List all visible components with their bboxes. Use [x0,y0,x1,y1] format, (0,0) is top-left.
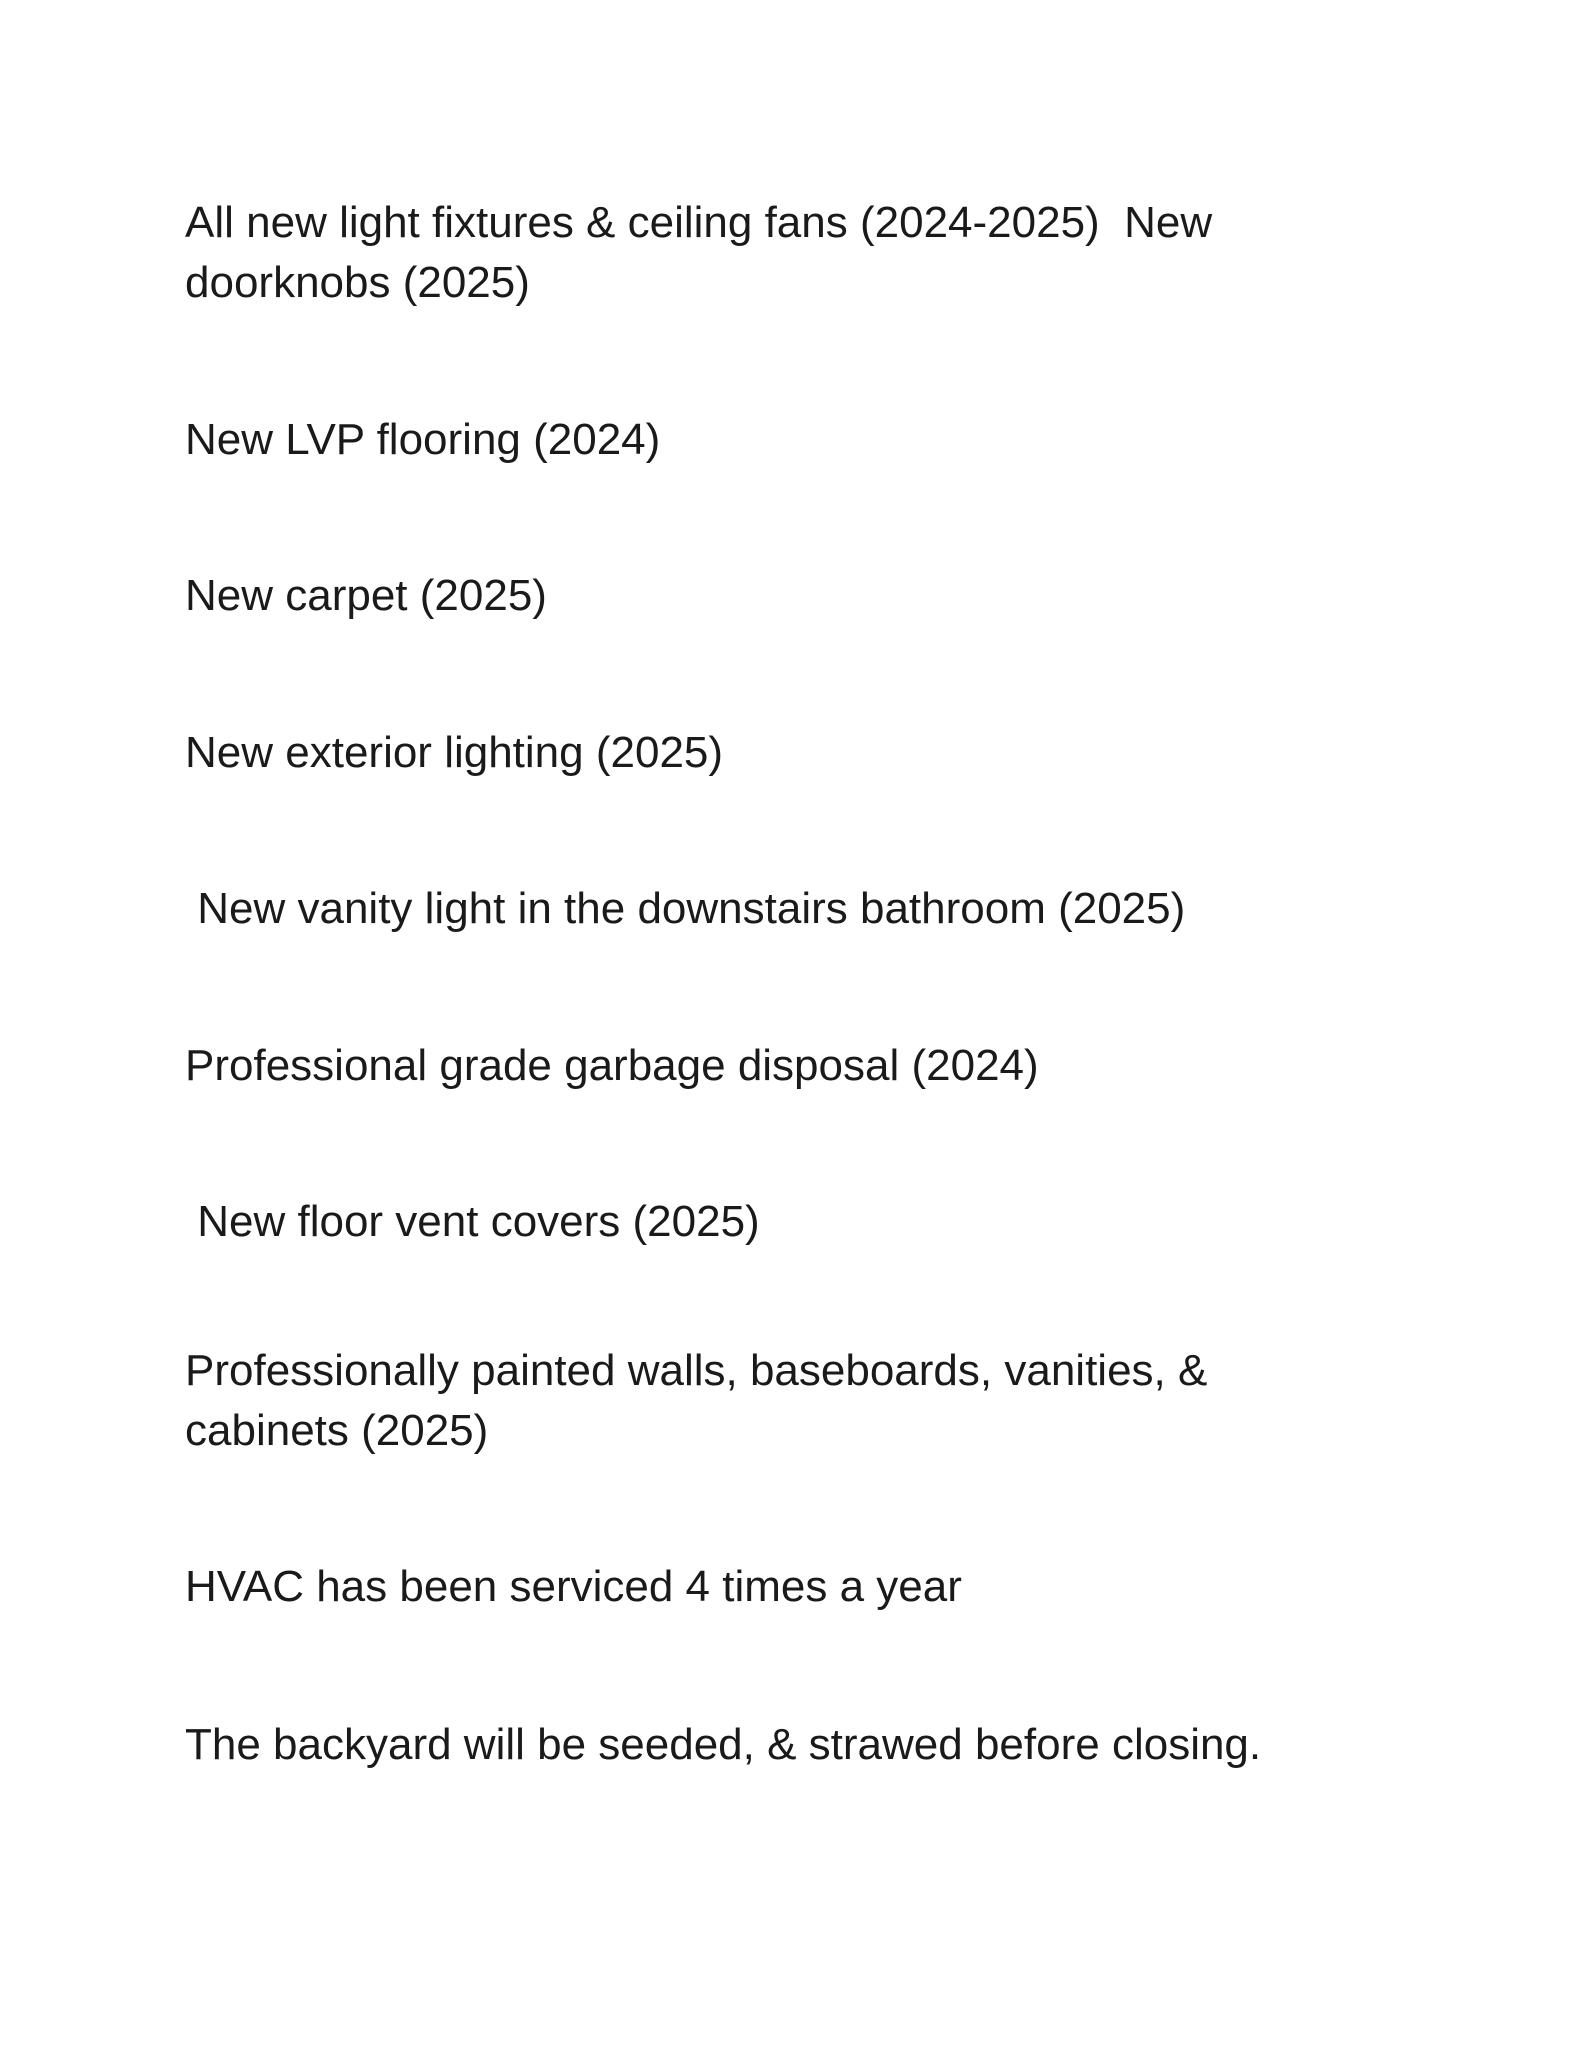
list-item: New floor vent covers (2025) [185,1197,760,1246]
list-item: Professional grade garbage disposal (2024) [185,1041,1039,1090]
list-item: HVAC has been serviced 4 times a year [185,1562,962,1611]
list-item: New LVP flooring (2024) [185,415,661,464]
list-item: New vanity light in the downstairs bathroom (2025) [185,884,1186,933]
list-item: All new light fixtures & ceiling fans (2024-2025) New doorknobs (2025) [185,198,1225,307]
list-item: New exterior lighting (2025) [185,728,724,777]
list-item: New carpet (2025) [185,571,547,620]
list-item: Professionally painted walls, baseboards, vanities, & cabinets (2025) [185,1346,1220,1455]
list-item: The backyard will be seeded, & strawed before closing. [185,1720,1262,1769]
